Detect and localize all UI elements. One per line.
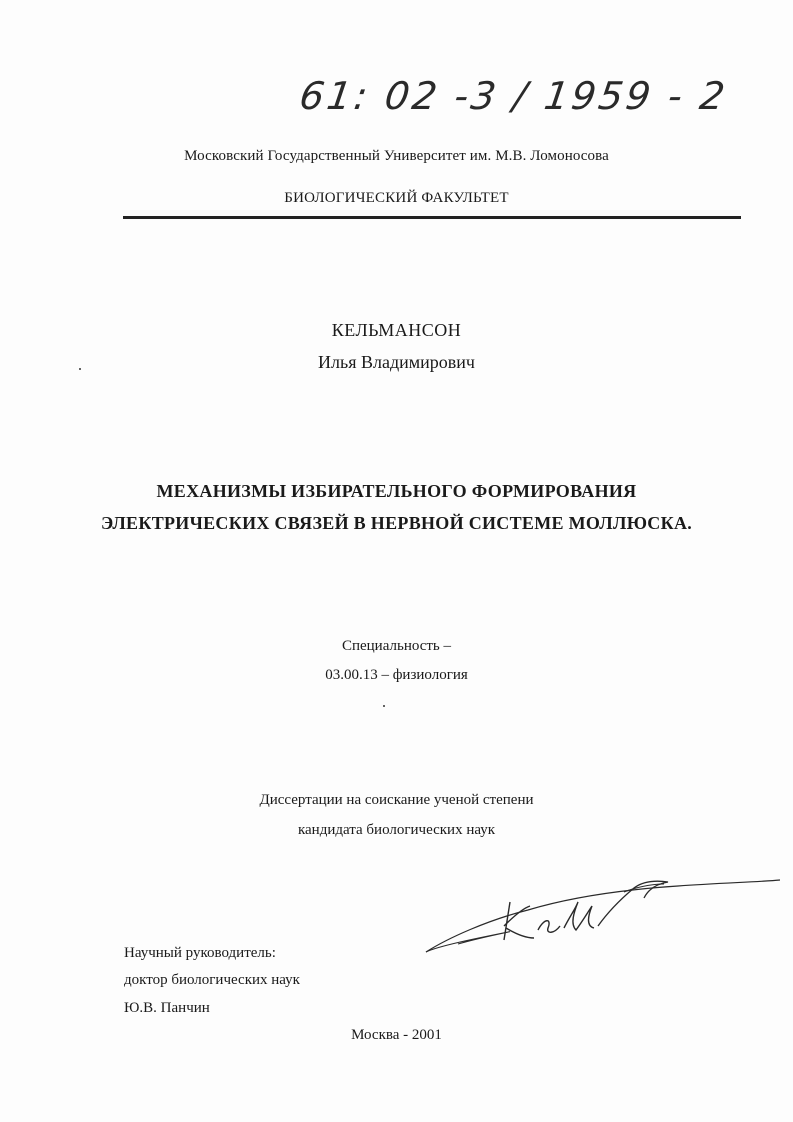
specialty-code: 03.00.13 – физиология — [325, 667, 468, 683]
signature-lower-loop-stroke — [426, 932, 510, 952]
advisor-name: Ю.В. Панчин — [124, 1000, 210, 1016]
handwritten-archive-code — [296, 68, 731, 128]
signature-letters-ll-stroke — [564, 902, 594, 930]
signature-flourish-stroke — [426, 880, 780, 952]
author-given-names: Илья Владимирович — [318, 352, 475, 372]
dissertation-title-line-1: МЕХАНИЗМЫ ИЗБИРАТЕЛЬНОГО ФОРМИРОВАНИЯ — [156, 481, 637, 501]
header-divider — [123, 216, 741, 219]
degree-statement-line-1: Диссертации на соискание ученой степени — [259, 792, 534, 808]
signature-letter-k-stroke — [504, 902, 534, 940]
degree-statement-line-2: кандидата биологических наук — [297, 822, 496, 838]
signature-letter-e-stroke — [538, 921, 560, 933]
dissertation-title-line-2: ЭЛЕКТРИЧЕСКИХ СВЯЗЕЙ В НЕРВНОЙ СИСТЕМЕ МОЛЛЮСКА. — [100, 513, 693, 533]
archive-code-text: 61: 02 -3 / 1959 - 2 — [296, 74, 731, 118]
university-name: Московский Государственный Университет им. М.В. Ломоносова — [184, 148, 609, 164]
author-surname: КЕЛЬМАНСОН — [331, 320, 462, 340]
handwritten-signature — [418, 868, 788, 960]
scan-speck — [383, 705, 385, 707]
advisor-role: Научный руководитель: — [124, 945, 276, 961]
faculty-name: БИОЛОГИЧЕСКИЙ ФАКУЛЬТЕТ — [284, 190, 509, 206]
city-and-year: Москва - 2001 — [351, 1027, 442, 1043]
advisor-degree: доктор биологических наук — [124, 972, 300, 988]
specialty-label: Специальность – — [341, 638, 452, 654]
